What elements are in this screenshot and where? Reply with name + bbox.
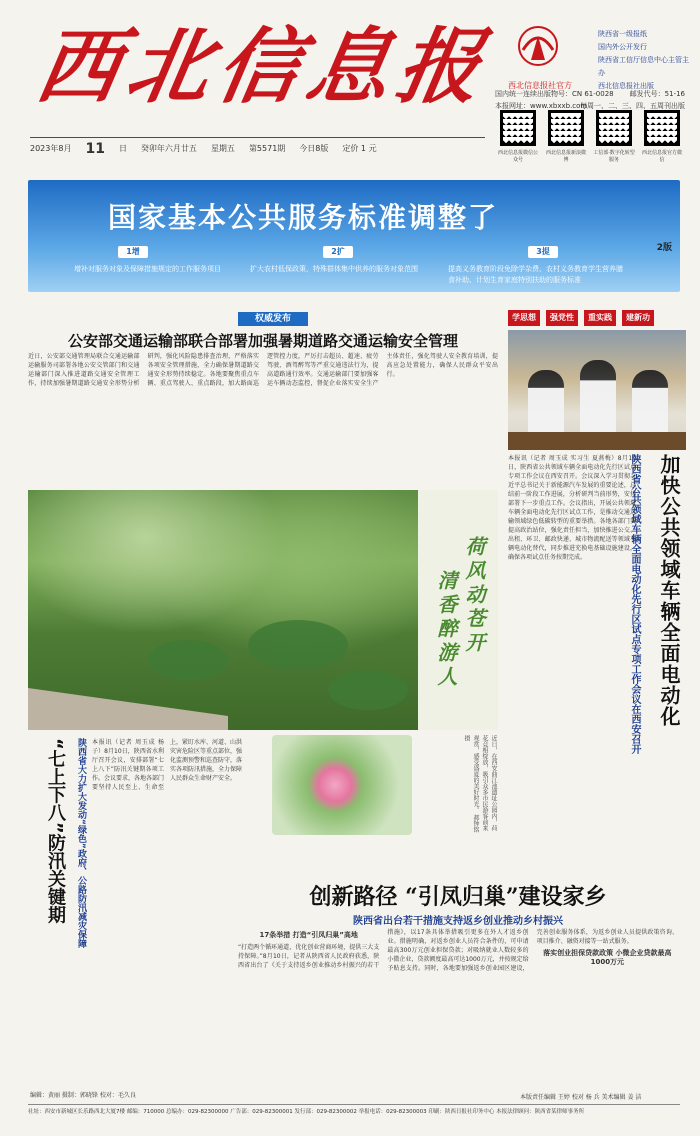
lotus-leaf [248,620,348,670]
qr-code-row [496,110,692,170]
slogan-bar [508,310,686,326]
qr-code-icon [548,110,584,146]
person-figure [580,360,616,440]
qr-code-icon [596,110,632,146]
lotus-park-photo [28,490,418,730]
slogan: 强党性 [546,310,578,326]
photographer: 郝钟铭 摄 [463,735,479,833]
emblem-caption: 西北信息报社官方 [508,81,572,90]
lotus-leaf [148,640,228,680]
cn-number: 国内统一连续出版物号：CN 61-0028 [495,90,614,98]
article3-subheading: 落实创业担保贷款政策 小微企业贷款最高1000万元 [543,949,672,966]
person-figure [528,370,564,440]
headline-banner[interactable] [28,180,680,292]
banner-title: 国家基本公共服务标准调整了 [108,201,499,234]
qr-label: 西北信息报新浪微博 [545,150,586,163]
promo-line: 陕西省工信厅信息中心主管主办 [598,56,689,77]
issue-day: 11 [85,140,105,157]
article2-credit: 编辑：黄丽 摄制：郭晓锋 校对：毛久良 [30,1092,136,1099]
day-label: 日 [118,144,127,153]
meeting-photo [508,330,686,450]
price: 定价 1 元 [342,144,377,153]
article-right-body: 本报讯（记者 周玉成 实习生 夏燕梅）8月10日，陕西省公共领域车辆全面电动化先行区试点专项工作会议在西安召开。会议深入学习贯彻习近平总书记关于新能源汽车发展的重要论述，总结前一阶段工作进展，分析研判当前形势，安排部署下一步重点工作。会议指出，开展公共领域车辆全面电动化先行区试点工作，是推动交通运输领域绿色低碳转型的重要举措。各地各部门要提高政治站位，强化责任担当，加快推进公交、出租、环卫、邮政快递、城市物流配送等领域车辆电动化替代，同步推进充换电基础设施建设，确保各项试点任务按期完成。 [508,455,636,561]
article1-title[interactable]: 公安部交通运输部联合部署加强暑期道路交通运输安全管理 [67,332,458,350]
weekday: 星期五 [210,144,235,153]
dateline [30,137,485,157]
poem-line-2: 清香醉游人 [434,570,458,690]
emblem-icon [513,24,563,79]
caption-text: 近日，在西安曲江池遗址公园内，荷花竞相绽放，吸引众多市民游客前来观赏，感受盛夏的美好时光。 [472,735,497,831]
lotus-caption [418,735,498,835]
section-tag: 权威发布 [238,312,308,326]
person-figure [632,370,668,440]
slogan: 重实践 [584,310,616,326]
lunar-date: 癸卯年六月廿五 [140,144,197,153]
article-right-subtitle: 陕西省公共领域车辆全面电动化先行区试点专项工作会议在西安召开 [629,454,640,754]
qr-label: 工信部·数字化转型服务 [593,150,635,163]
qr-code[interactable] [496,110,540,170]
page-count: 今日8版 [299,144,329,153]
website-link[interactable]: 本报网址：www.xbxxb.com [495,102,588,110]
promo-line: 西北信息报社出版 [598,82,654,90]
poem-line-1: 荷风动苍开 [462,536,486,656]
article1-body: 近日，公安部交通管理局联合交通运输部运输服务司部署各地公安交管部门和交通运输部门深入推进道路交通安全管理工作，持续加强暑期道路交通安全形势分析研判，强化风险隐患排查治理，严格落实各项安全管理措施，全力确保暑期道路交通安全形势持续稳定。各地要聚焦重点车辆、重点驾驶人、重点路段，加大路面巡逻管控力度，严厉打击超员、超速、疲劳驾驶、酒驾醉驾等严重交通违法行为，提高道路通行效率。交通运输部门要加强客运车辆动态监控，督促企业落实安全生产主体责任，强化驾驶人安全教育培训，提高应急处置能力，确保人民群众平安出行。 [28,353,498,387]
article2-subtitle: 陕西省大力扩大发动“绿色”政府、公路防汛减灾保障 [76,738,86,948]
publication-meta [495,88,685,112]
banner-note-1: 增补对服务对象及保障措施规定的工作服务项目 [74,265,221,273]
article3-subtitle: 陕西省出台若干措施支持返乡创业推动乡村振兴 [353,916,563,927]
banner-pill-1: 1增 [118,246,148,258]
qr-label: 西北信息报微信公众号 [497,150,538,163]
issue-date: 2023年8月 [30,144,72,153]
slogan: 学思想 [508,310,540,326]
qr-label: 西北信息报官方微信 [641,150,682,163]
lotus-leaf [328,670,408,710]
article3-body [238,928,678,1088]
slogan: 建新功 [622,310,654,326]
article2-title[interactable]: “七上下八”防汛关键期 [45,738,66,924]
post-code: 邮发代号：51-16 [629,90,685,98]
article3-subheading: 17条举措 打造“引凤归巢”高地 [259,931,358,939]
banner-pill-2: 2扩 [323,246,353,258]
promo-line: 国内外公开发行 [598,43,647,51]
article3-title[interactable]: 创新路径 “引凤归巢”建设家乡 [309,884,607,910]
qr-code-icon [644,110,680,146]
article3-paragraph: “打造两个循环通道，优化创业营商环境，提供三大支持保障。”8月10日，记者从陕西省人民政府获悉，陕西省出台了《关于支持返乡创业推动乡村振兴的若干措施》，以17条具体举措吸引更多在外人才返乡创业。措施明确，对返乡创业人员符合条件的，可申请最高300万元创业担保贷款；对吸纳就业人数较多的小微企业，贷款额度最高可达1000万元，并按规定给予贴息支持。同时，各地要加强返乡创业园区建设，完善创业服务体系，为返乡创业人员提供政策咨询、项目推介、融资对接等一站式服务。 [238,929,678,972]
qr-code[interactable] [544,110,588,170]
banner-note-2: 扩大农村低保政策，特殊群体集中供养的服务对象范围 [250,265,418,273]
article2-body: 本报讯（记者 周玉成 杨子）8月10日，陕西省水利厅召开会议，安排部署“七上八下”防汛关键期各项工作。会议要求，各地各部门要坚持人民至上、生命至上，紧盯水库、河道、山洪灾害危险区等重点部位，强化监测预警和巡查防守，落实各项防汛措施，全力保障人民群众生命财产安全。 [92,739,242,791]
promo-lines [598,28,692,93]
meeting-table [508,432,686,450]
qr-code[interactable] [592,110,636,170]
banner-pill-3: 3提 [528,246,558,258]
qr-code[interactable] [640,110,684,170]
footer: 社址：西安市新城区长乐路西北大厦7楼 邮编：710000 总编办：029-82300000 广告部：029-82300001 发行部：029-82300002 举报电话：029-82300003 印刷：陕西日报社印务中心 本报法律顾问：陕西省某律师事务所 [28,1104,680,1117]
masthead [8,12,692,172]
newspaper-logo[interactable]: 西北信息报 [29,19,497,115]
qr-code-icon [500,110,536,146]
issue-number: 第5571期 [248,144,286,153]
frequency: 每周一、二、三、四、五周刊出版 [580,102,685,110]
banner-page-ref[interactable]: 2版 [656,243,672,253]
lotus-flower-photo [272,735,412,835]
page-credit: 本版责任编辑 王婷 校对 杨 兵 美术编辑 姜 洁 [520,1094,642,1101]
article-right-title[interactable]: 加快公共领域车辆全面电动化 [657,454,681,727]
poem-box [418,490,498,730]
banner-note-3: 提高义务教育阶段免除学杂费、农村义务教育学生营养膳食补助、计划生育家庭特别扶助的服务标准 [448,265,623,284]
promo-line: 陕西省一级报纸 [598,30,647,38]
